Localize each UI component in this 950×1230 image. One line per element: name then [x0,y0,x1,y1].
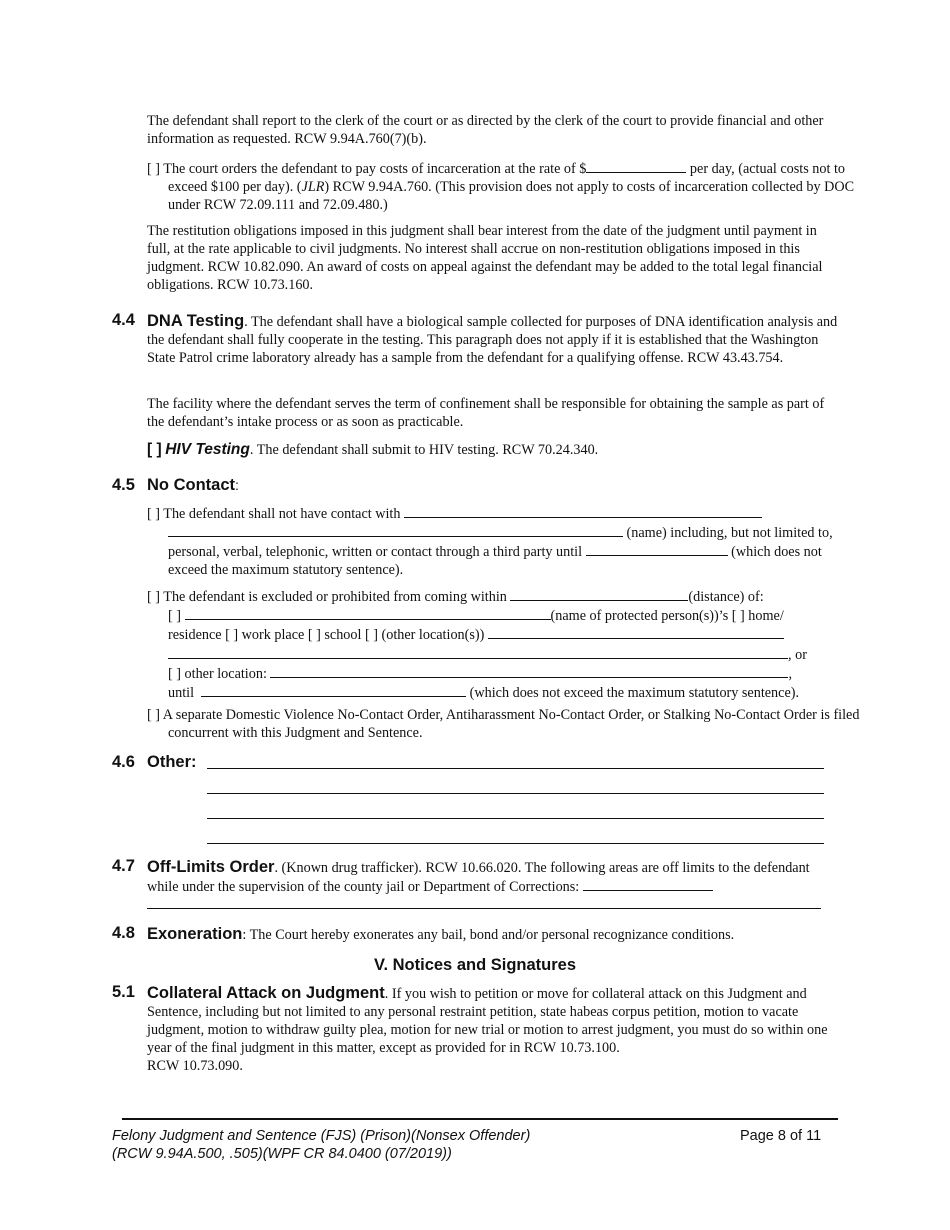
other-location-blank[interactable] [270,664,788,678]
off-limits-paragraph: Off-Limits Order. (Known drug trafficker). RCW 10.66.020. The following areas are off limits to the defendant while under the supervision of the county jail or Department of Corrections: [147,858,810,895]
no-contact-until-blank[interactable] [586,542,728,556]
section-number-4-4: 4.4 [112,311,135,329]
no-contact-heading: No Contact: [147,476,239,494]
report-clerk-paragraph: The defendant shall report to the clerk of the court or as directed by the clerk of the court to provide financial and other information as requested. RCW 9.94A.760(7)(b). [147,113,824,147]
dna-testing-title: DNA Testing [147,312,245,330]
footer-form-title [112,1127,530,1163]
collateral-attack-title: Collateral Attack on Judgment [147,984,385,1002]
section-number-4-8: 4.8 [112,924,135,942]
exoneration-paragraph: Exoneration: The Court hereby exonerates any bail, bond and/or personal recognizance conditions. [147,925,735,943]
section-number-5-1: 5.1 [112,983,135,1001]
other-locations-blank-2[interactable] [168,645,788,659]
protected-person-blank[interactable] [185,606,551,620]
part-v-heading: V. Notices and Signatures [373,956,577,974]
footer-title-line-1: Felony Judgment and Sentence (FJS) (Prison)(Nonsex Offender) [112,1128,531,1144]
off-limits-line-2[interactable] [147,908,821,909]
off-limits-blank-1[interactable] [583,877,713,891]
incarceration-costs-paragraph: [ ] The court orders the defendant to pay costs of incarceration at the rate of $ per day, (actual costs not to exceed $100 per day). (JLR) RCW 9.94A.760. (This provision does not apply to costs of incarceration collected by DOC under RCW 72.09.111 and 72.09.480.) [147,161,855,213]
collateral-attack-paragraph: Collateral Attack on Judgment. If you wish to petition or move for collateral attack on this Judgment and Sentence, including but not limited to any personal restraint petition, state habeas corpus petition, motion to vacate judgment, motion to withdraw guilty plea, motion for new trial or motion to arrest judgment, you must do so within one year of the final judgment in this matter, except as provided for in RCW 10.73.100. RCW 10.73.090. [147,984,828,1074]
separate-order-paragraph: [ ] A separate Domestic Violence No-Contact Order, Antiharassment No-Contact Order, or Stalking No-Contact Order is filed concurrent with this Judgment and Sentence. [147,707,860,741]
exclusion-paragraph: [ ] The defendant is excluded or prohibited from coming within (distance) of: [ ] (name of protected person(s))’s [ ] home/ residence [ ] work place [ ] school [ ] (other location(s)) , or [ ] other location: , until (which does not exceed the maximum statutory sentence). [147,589,807,702]
other-line-2[interactable] [207,793,824,794]
no-contact-name-blank-2[interactable] [168,523,623,537]
exclusion-until-blank[interactable] [201,683,466,697]
restitution-paragraph: The restitution obligations imposed in this judgment shall bear interest from the date of the judgment until payment in full, at the rate applicable to civil judgments. No interest shall accrue on non-restitution obligations imposed in this judgment. RCW 10.82.090. An award of costs on appeal against the defendant may be added to the total legal financial obligations. RCW 10.73.160. [147,223,823,293]
no-contact-title: No Contact [147,476,235,494]
page-number: Page 8 of 11 [740,1128,822,1144]
dna-testing-paragraph: DNA Testing. The defendant shall have a biological sample collected for purposes of DNA identification analysis and the defendant shall fully cooperate in the testing. This paragraph does not apply if it is established that the Washington State Patrol crime laboratory already has a sample from the defendant for a qualifying offense. RCW 43.43.754. [147,312,838,366]
section-number-4-7: 4.7 [112,857,135,875]
no-contact-name-blank-1[interactable] [404,504,762,518]
section-number-4-5: 4.5 [112,476,135,494]
hiv-testing-title: HIV Testing [165,441,250,458]
facility-paragraph: The facility where the defendant serves the term of confinement shall be responsible for obtaining the sample as part of the defendant’s intake process or as soon as practicable. [147,396,825,430]
other-line-3[interactable] [207,818,824,819]
section-number-4-6: 4.6 [112,753,135,771]
footer-title-line-2: (RCW 9.94A.500, .505)(WPF CR 84.0400 (07/2019)) [112,1146,452,1162]
other-line-4[interactable] [207,843,824,844]
hiv-testing-paragraph: [ ] HIV Testing. The defendant shall submit to HIV testing. RCW 70.24.340. [147,441,599,458]
hiv-checkbox: [ ] [147,441,162,458]
distance-blank[interactable] [510,587,688,601]
other-title: Other: [147,753,197,771]
other-locations-blank[interactable] [488,625,784,639]
rate-blank[interactable] [586,159,686,173]
footer-divider [122,1118,838,1120]
off-limits-title: Off-Limits Order [147,858,275,876]
no-contact-person-paragraph: [ ] The defendant shall not have contact with (name) including, but not limited to, personal, verbal, telephonic, written or contact through a third party until (which does not exceed the maximum statutory sentence). [147,506,833,578]
other-line-1[interactable] [207,768,824,769]
exoneration-title: Exoneration [147,925,243,943]
